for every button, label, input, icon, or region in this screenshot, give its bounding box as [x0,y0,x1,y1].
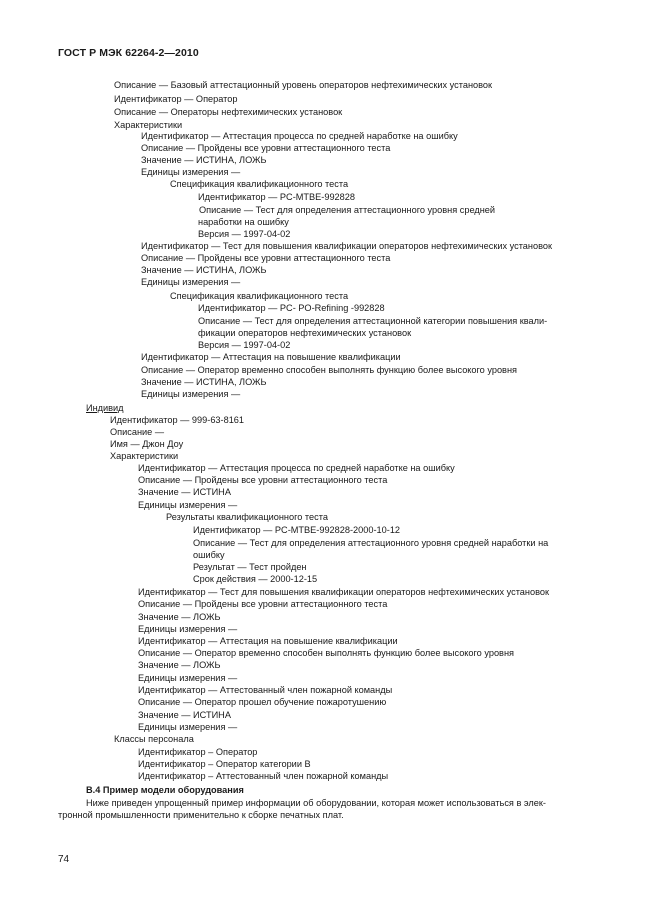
text-line: Классы персонала [114,734,194,744]
text-line: Значение — ЛОЖЬ [138,660,221,670]
text-line: Спецификация квалификационного теста [170,291,349,301]
section-heading-individual: Индивид [86,403,124,413]
text-line: Описание — Тест для определения аттестационного уровня средней наработки на [193,538,549,548]
text-line: Идентификатор — 999-63-8161 [110,415,245,425]
text-line: Идентификатор — PC- PO-Refining -992828 [198,303,385,313]
text-line: Единицы измерения — [138,500,238,510]
text-line: Описание — Тест для определения аттестационного уровня средней [199,205,496,215]
text-line: Идентификатор — PC-MTBE-992828 [198,192,355,202]
text-line: Идентификатор — Аттестация процесса по средней наработке на ошибку [138,463,455,473]
text-line: Версия — 1997-04-02 [198,340,291,350]
text-line: Единицы измерения — [141,389,241,399]
page-header: ГОСТ Р МЭК 62264-2—2010 [58,47,199,59]
text-line: ошибку [193,550,225,560]
text-line: Срок действия — 2000-12-15 [193,574,318,584]
text-line: Идентификатор — Аттестация процесса по средней наработке на ошибку [141,131,458,141]
text-line: Идентификатор — Аттестация на повышение квалификации [141,352,401,362]
text-line: Описание — Операторы нефтехимических установок [114,107,343,117]
text-line: Единицы измерения — [138,624,238,634]
text-line: Описание — Пройдены все уровни аттестационного теста [138,599,388,609]
text-line: Единицы измерения — [141,167,241,177]
text-line: Единицы измерения — [138,673,238,683]
text-line: Результаты квалификационного теста [166,512,328,522]
text-line: Описание — Тест для определения аттестационной категории повышения квали- [198,316,548,326]
text-line: Единицы измерения — [138,722,238,732]
text-line: Значение — ИСТИНА, ЛОЖЬ [141,265,267,275]
text-line: Описание — Пройдены все уровни аттестационного теста [141,253,391,263]
text-line: Значение — ЛОЖЬ [138,612,221,622]
text-line: Идентификатор — Тест для повышения квалификации операторов нефтехимических установок [141,241,552,251]
text-line: Спецификация квалификационного теста [170,179,349,189]
paragraph-line: Ниже приведен упрощенный пример информации об оборудовании, которая может использоваться в элек- [86,798,546,808]
text-line: Характеристики [110,451,179,461]
text-line: Значение — ИСТИНА [138,710,231,720]
text-line: Единицы измерения — [141,277,241,287]
text-line: Идентификатор – Оператор категории B [138,759,311,769]
text-line: Описание — Базовый аттестационный уровень операторов нефтехимических установок [114,80,493,90]
section-heading-b4: B.4 Пример модели оборудования [86,785,244,795]
text-line: Значение — ИСТИНА [138,487,231,497]
page-number: 74 [58,854,70,865]
text-line: Описание — Оператор временно способен выполнять функцию более высокого уровня [138,648,514,658]
text-line: Описание — Оператор прошел обучение пожаротушению [138,697,387,707]
text-line: Значение — ИСТИНА, ЛОЖЬ [141,377,267,387]
text-line: Результат — Тест пройден [193,562,307,572]
text-line: Идентификатор — PC-MTBE-992828-2000-10-12 [193,525,401,535]
text-line: Идентификатор — Тест для повышения квалификации операторов нефтехимических установок [138,587,549,597]
text-line: Идентификатор – Аттестованный член пожарной команды [138,771,389,781]
text-line: Идентификатор – Оператор [138,747,258,757]
text-line: Идентификатор — Аттестованный член пожарной команды [138,685,393,695]
text-line: Имя — Джон Доу [110,439,184,449]
text-line: Описание — Оператор временно способен выполнять функцию более высокого уровня [141,365,517,375]
text-line: Идентификатор — Оператор [114,94,238,104]
text-line: фикации операторов нефтехимических установок [198,328,412,338]
text-line: Версия — 1997-04-02 [198,229,291,239]
text-line: наработки на ошибку [198,217,289,227]
text-line: Описание — Пройдены все уровни аттестационного теста [138,475,388,485]
text-line: Характеристики [114,120,183,130]
text-line: Значение — ИСТИНА, ЛОЖЬ [141,155,267,165]
paragraph-line: тронной промышленности применительно к сборке печатных плат. [58,810,344,820]
text-line: Идентификатор — Аттестация на повышение квалификации [138,636,398,646]
text-line: Описание — Пройдены все уровни аттестационного теста [141,143,391,153]
text-line: Описание — [110,427,165,437]
